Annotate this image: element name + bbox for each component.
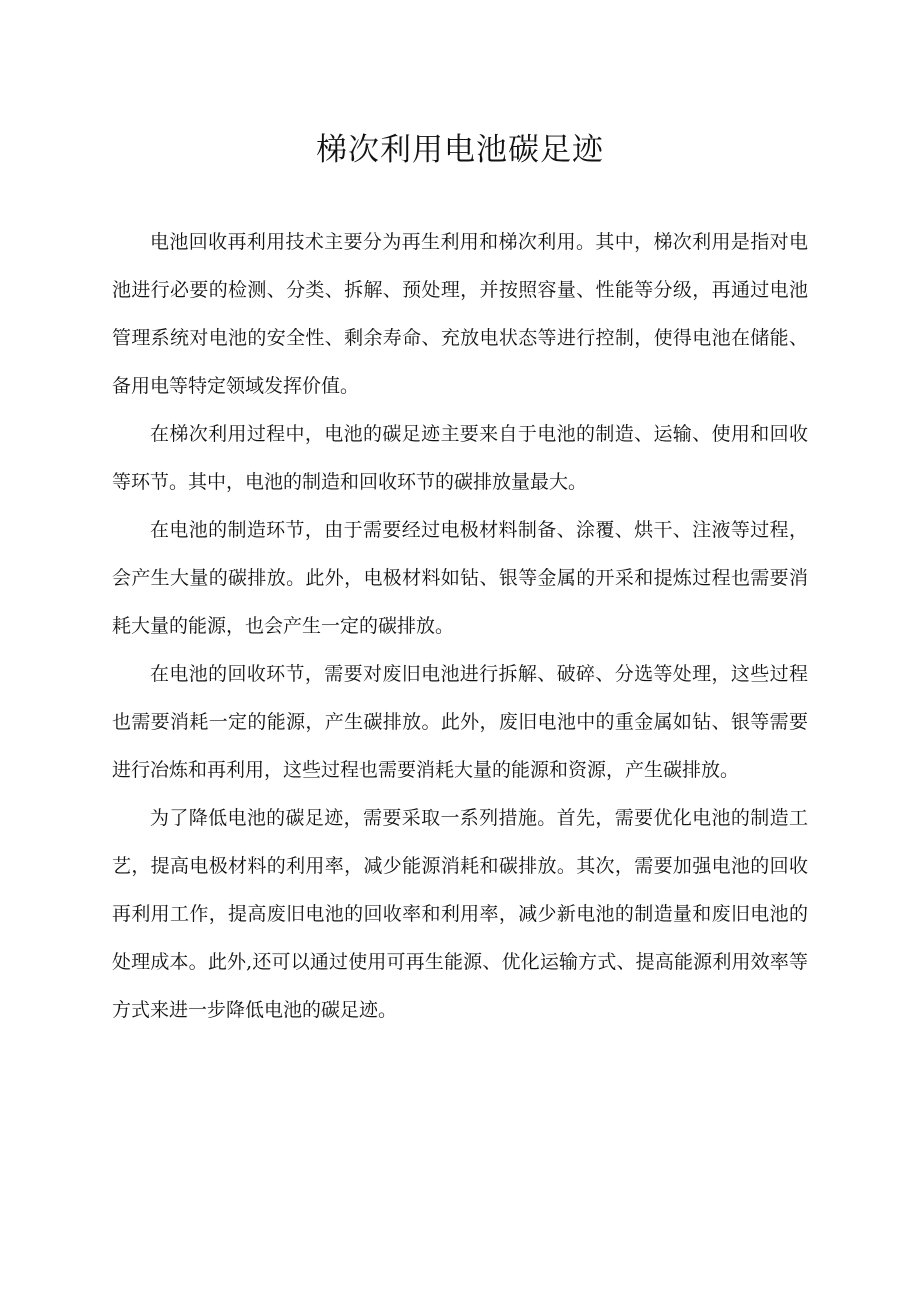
document-body	[112, 218, 808, 1034]
paragraph-3: 在电池的制造环节，由于需要经过电极材料制备、涂覆、烘干、注液等过程，会产生大量的碳排放。此外，电极材料如钻、银等金属的开采和提炼过程也需要消耗大量的能源，也会产生一定的碳排放。	[112, 519, 808, 637]
paragraph-2: 在梯次利用过程中，电池的碳足迹主要来自于电池的制造、运输、使用和回收等环节。其中，电池的制造和回收环节的碳排放量最大。	[112, 423, 808, 493]
paragraph-5: 为了降低电池的碳足迹，需要采取一系列措施。首先，需要优化电池的制造工艺，提高电极材料的利用率，减少能源消耗和碳排放。其次，需要加强电池的回收再利用工作，提高废旧电池的回收率和利用率，减少新电池的制造量和废旧电池的处理成本。此外,还可以通过使用可再生能源、优化运输方式、提高能源利用效率等方式来进一步降低电池的碳足迹。	[112, 807, 808, 1021]
page-title: 梯次利用电池碳足迹	[316, 132, 604, 168]
paragraph-1: 电池回收再利用技术主要分为再生利用和梯次利用。其中，梯次利用是指对电池进行必要的检测、分类、拆解、预处理，并按照容量、性能等分级，再通过电池管理系统对电池的安全性、剩余寿命、充放电状态等进行控制，使得电池在储能、备用电等特定领域发挥价值。	[112, 231, 808, 397]
paragraph-4: 在电池的回收环节，需要对废旧电池进行拆解、破碎、分选等处理，这些过程也需要消耗一定的能源，产生碳排放。此外，废旧电池中的重金属如钻、银等需要进行冶炼和再利用，这些过程也需要消耗大量的能源和资源，产生碳排放。	[112, 663, 808, 781]
